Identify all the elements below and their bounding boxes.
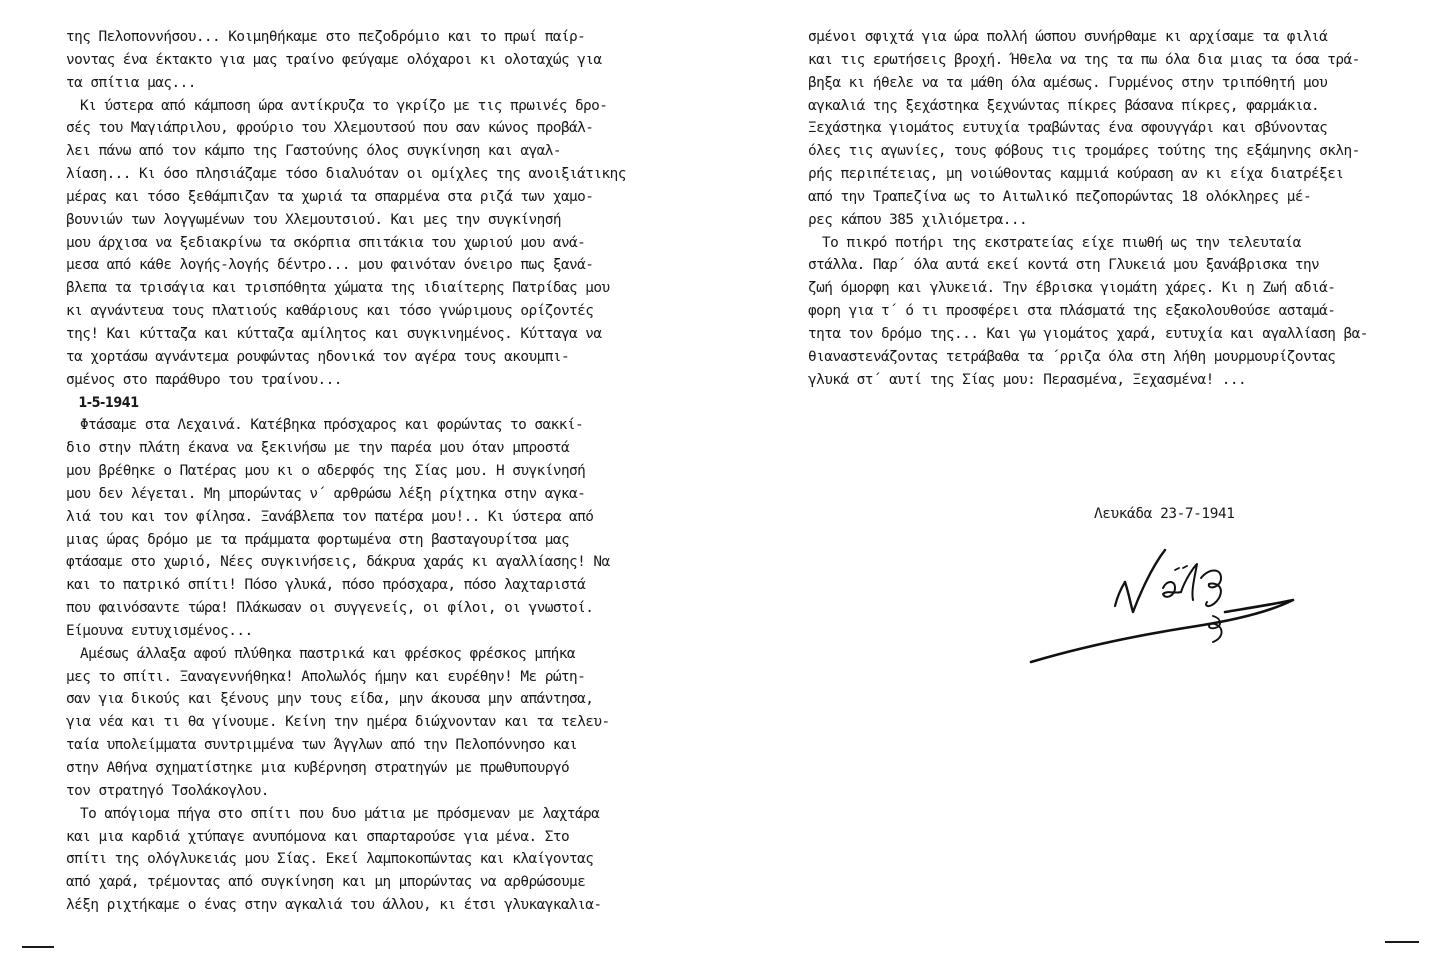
text-line: σαν για δικούς και ξένους μην τους είδα, μην άκουσα μην απάντησα, bbox=[66, 691, 594, 708]
text-line: στάλλα. Παρ΄ όλα αυτά εκεί κοντά στη Γλυκειά μου ξανάβρισκα την bbox=[808, 257, 1320, 274]
text-line: της Πελοποννήσου... Κοιμηθήκαμε στο πεζοδρόμιο και το πρωί παίρ- bbox=[66, 29, 586, 45]
text-line: Κι ύστερα από κάμποση ώρα αντίκρυζα το γκρίζο με τις πρωινές δρο- bbox=[80, 97, 608, 114]
text-line: μου βρέθηκε ο Πατέρας μου κι ο αδερφός της Σίας μου. Η συγκίνησή bbox=[66, 463, 586, 480]
text-line: κι αγνάντευα τους πλατιούς καθάριους και τόσο γνώριμους ορίζοντές bbox=[66, 303, 594, 320]
text-line: γλυκά στ΄ αυτί της Σίας μου: Περασμένα, Ξεχασμένα! ... bbox=[808, 371, 1247, 388]
text-line: μου δεν λέγεται. Μη μπορώντας ν΄ αρθρώσω λέξη ρίχτηκα στην αγκα- bbox=[66, 485, 586, 502]
text-line: σπίτι της ολόγλυκειάς μου Σίας. Εκεί λαμποκοπώντας και κλαίγοντας bbox=[66, 851, 594, 868]
text-line: Είμουνα ευτυχισμένος... bbox=[66, 622, 253, 639]
text-line: που φαινόσαντε τώρα! Πλάκωσαν οι συγγενείς, οι φίλοι, οι γνωστοί. bbox=[66, 600, 594, 617]
text-line: Το πικρό ποτήρι της εκστρατείας είχε πιωθή ως την τελευταία bbox=[822, 234, 1301, 251]
text-line: βηξα κι ήθελε να τα μάθη όλα αμέσως. Γυρμένος στην τριπόθητή μου bbox=[808, 74, 1328, 91]
signature-stroke bbox=[1125, 550, 1165, 612]
text-line: και τις ερωτήσεις βροχή. Ήθελα να της τα πω όλα δια μιας τα όσα τρά- bbox=[808, 51, 1360, 68]
text-line: ταία υπολείμματα συντριμμένα των Άγγλων από την Πελοπόννησο και bbox=[66, 737, 578, 754]
text-line: της! Και κύτταζα και κύτταζα αμίλητος και συγκινημένος. Κύτταγα να bbox=[66, 325, 602, 342]
text-line: μέρας και τόσο ξεθάμπιζαν τα χωριά τα σπαρμένα στα ριζά των χαμο- bbox=[66, 188, 594, 205]
text-line: τα σπίτια μας... bbox=[66, 74, 196, 91]
text-line: διο στην πλάτη έκανα να ξεκινήσω με την παρέα μου όταν μπροστά bbox=[66, 440, 570, 457]
text-line: σμένος στο παράθυρο του τραίνου... bbox=[66, 371, 342, 388]
text-line: μου άρχισα να ξεδιακρίνω τα σκόρπια σπιτάκια του χωριού μου ανά- bbox=[66, 234, 586, 251]
place-date: Λευκάδα 23-7-1941 bbox=[1094, 506, 1235, 522]
page-corner-rule bbox=[1385, 941, 1419, 943]
text-line: και μια καρδιά χτύπαγε ανυπόμονα και σπαρταρούσε για μένα. Στο bbox=[66, 828, 570, 845]
signature-stroke bbox=[1175, 566, 1187, 570]
text-line: τα χορτάσω αγνάντεμα ρουφώντας ηδονικά τον αγέρα τους ακουμπι- bbox=[66, 348, 570, 365]
page-corner-rule bbox=[22, 946, 54, 948]
signature-stroke bbox=[1181, 564, 1197, 600]
signature-stroke bbox=[1115, 582, 1125, 606]
signature-stroke bbox=[1209, 616, 1222, 642]
signature-flourish bbox=[1031, 600, 1293, 662]
text-line: ζωή όμορφη και γλυκειά. Την έβρισκα γιομάτη χάρες. Κι η Ζωή αδιά- bbox=[808, 280, 1336, 297]
text-line: μες το σπίτι. Ξαναγεννήθηκα! Απολωλός ήμην και ευρέθην! Με ρώτη- bbox=[66, 668, 586, 685]
text-line: για νέα και τι θα γίνουμε. Κείνη την ημέρα διώχνονταν και τα τελευ- bbox=[66, 714, 610, 731]
text-line: μεσα από κάθε λογής-λογής δέντρο... μου φαινόταν όνειρο πως ξανά- bbox=[66, 257, 594, 274]
text-line: τητα τον δρόμο της... Και γω γιομάτος χαρά, ευτυχία και αγαλλίαση βα- bbox=[808, 325, 1368, 342]
text-line: λιά του και τον φίλησα. Ξανάβλεπα τον πατέρα μου!.. Κι ύστερα από bbox=[66, 508, 594, 525]
signature-stroke bbox=[1201, 571, 1221, 607]
text-line: σές του Μαγιάπριλου, φρούριο του Χλεμουτσού που σαν κώνος προβάλ- bbox=[66, 120, 594, 137]
text-line: ρες κάπου 385 χιλιόμετρα... bbox=[808, 211, 1028, 228]
text-line: θιαναστενάζοντας τετράβαθα τα ΄ρριζα όλα στη λήθη μουρμουρίζοντας bbox=[808, 348, 1336, 365]
text-line: από χαρά, τρέμοντας από συγκίνηση και μη μπορώντας να αρθρώσουμε bbox=[66, 874, 586, 891]
text-line: λέξη ριχτήκαμε ο ένας στην αγκαλιά του άλλου, κι έτσι γλυκαγκαλια- bbox=[66, 897, 602, 914]
text-line: Φτάσαμε στα Λεχαινά. Κατέβηκα πρόσχαρος και φορώντας το σακκί- bbox=[80, 417, 584, 434]
text-line: τον στρατηγό Τσολάκογλου. bbox=[66, 782, 269, 799]
text-line: από την Τραπεζίνα ως το Αιτωλικό πεζοπορώντας 18 ολόκληρες μέ- bbox=[808, 188, 1312, 205]
text-line: βουνιών των λογγωμένων του Χλεμουτσιού. Και μες την συγκίνησή bbox=[66, 211, 561, 228]
text-line: λει πάνω από τον κάμπο της Γαστούνης όλος συγκίνηση και αγαλ- bbox=[66, 143, 561, 160]
text-line: φτάσαμε στο χωριό, Νέες συγκινήσεις, δάκρυα χαράς κι αγαλλίασης! Να bbox=[66, 554, 610, 571]
text-line: σμένοι σφιχτά για ώρα πολλή ώσπου συνήρθαμε κι αρχίσαμε τα φιλιά bbox=[808, 29, 1328, 45]
text-line: Αμέσως άλλαξα αφού πλύθηκα παστρικά και φρέσκος φρέσκος μπήκα bbox=[80, 645, 575, 662]
text-line: όλες τις αγωνίες, τους φόβους τις τρομάρες τούτης της εξάμηνης σκλη- bbox=[808, 143, 1360, 160]
text-line: Ξεχάστηκα γιομάτος ευτυχία τραβώντας ένα σφουγγάρι και σβύνοντας bbox=[808, 120, 1328, 137]
text-line: φορη για τ΄ ό τι προσφέρει στα πλάσματά της εξακολουθούσε ασταμά- bbox=[808, 303, 1336, 320]
text-line: Το απόγιομα πήγα στο σπίτι που δυο μάτια με πρόσμεναν με λαχτάρα bbox=[80, 805, 600, 822]
text-line: λίαση... Κι όσο πλησιάζαμε τόσο διαλυόταν οι ομίχλες της ανοιξιάτικης bbox=[66, 166, 626, 183]
text-line: στην Αθήνα σχηματίστηκε μια κυβέρνηση στρατηγών με πρωθυπουργό bbox=[66, 760, 570, 776]
handwritten-signature bbox=[1025, 538, 1300, 668]
text-line: βλεπα τα τρισάγια και τρισπόθητα χώματα της ιδιαίτερης Πατρίδας μου bbox=[66, 280, 610, 297]
left-page bbox=[66, 26, 632, 917]
text-line: νοντας ένα έκτακτο για μας τραίνο φεύγαμε ολόχαροι κι ολοταχώς για bbox=[66, 51, 602, 68]
text-line: αγκαλιά της ξεχάστηκα ξεχνώντας πίκρες βάσανα πίκρες, φαρμάκια. bbox=[808, 97, 1320, 114]
signature-stroke bbox=[1163, 582, 1181, 597]
text-line: και το πατρικό σπίτι! Πόσο γλυκά, πόσο πρόσχαρα, πόσο λαχταριστά bbox=[66, 577, 586, 594]
text-line: ρής περιπέτειας, μη νοιώθοντας καμμιά κούραση αν κι είχα διατρέξει bbox=[808, 166, 1344, 183]
date-heading: 1-5-1941 bbox=[78, 394, 139, 411]
right-page bbox=[808, 26, 1374, 392]
text-line: μιας ώρας δρόμο με τα πράμματα φορτωμένα στη βασταγουρίτσα μας bbox=[66, 531, 570, 548]
